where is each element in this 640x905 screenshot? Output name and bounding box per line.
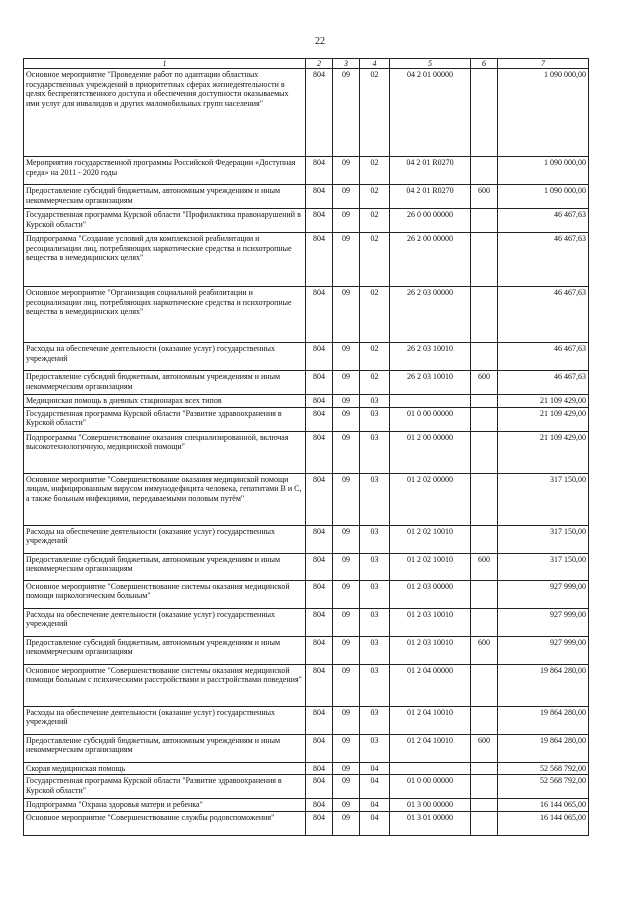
section-code-cell: 09 xyxy=(333,580,360,608)
ministry-code-cell: 804 xyxy=(306,185,333,209)
subsection-code-cell: 03 xyxy=(360,407,390,431)
row-name-cell: Подпрограмма "Создание условий для комплексной реабилитации и ресоциализации лиц, потребляющих наркотические средства и психотропные вещества в немедицинских целях" xyxy=(24,233,306,287)
row-name-cell: Расходы на обеспечение деятельности (оказание услуг) государственных учреждений xyxy=(24,343,306,371)
amount-cell: 927 999,00 xyxy=(498,608,589,636)
row-name-cell: Подпрограмма "Охрана здоровья матери и ребенка" xyxy=(24,799,306,812)
ministry-code-cell: 804 xyxy=(306,371,333,395)
table-row xyxy=(24,525,589,553)
row-name-cell: Предоставление субсидий бюджетным, автономным учреждениям и иным некоммерческим организациям xyxy=(24,185,306,209)
row-name-cell: Мероприятия государственной программы Российской Федерации «Доступная среда» на 2011 - 2020 годы xyxy=(24,157,306,185)
target-article-cell: 26 2 03 10010 xyxy=(390,371,471,395)
ministry-code-cell: 804 xyxy=(306,233,333,287)
row-name-cell: Предоставление субсидий бюджетным, автономным учреждениям и иным некоммерческим организациям xyxy=(24,636,306,664)
row-name-cell: Предоставление субсидий бюджетным, автономным учреждениям и иным некоммерческим организациям xyxy=(24,734,306,762)
section-code-cell: 09 xyxy=(333,287,360,343)
ministry-code-cell: 804 xyxy=(306,762,333,775)
ministry-code-cell: 804 xyxy=(306,775,333,799)
ministry-code-cell: 804 xyxy=(306,664,333,706)
target-article-cell: 26 0 00 00000 xyxy=(390,209,471,233)
column-header: 3 xyxy=(333,59,360,69)
amount-cell: 19 864 280,00 xyxy=(498,664,589,706)
table-row xyxy=(24,664,589,706)
subsection-code-cell: 03 xyxy=(360,636,390,664)
section-code-cell: 09 xyxy=(333,157,360,185)
expense-type-cell xyxy=(471,706,498,734)
amount-cell: 317 150,00 xyxy=(498,473,589,525)
expense-type-cell xyxy=(471,395,498,408)
row-name-cell: Основное мероприятие "Совершенствование службы родовспоможения" xyxy=(24,811,306,835)
row-name-cell: Основное мероприятие "Организация социальной реабилитации и ресоциализации лиц, потребляющих наркотические средства и психотропные вещества в немедицинских целях" xyxy=(24,287,306,343)
target-article-cell: 26 2 00 00000 xyxy=(390,233,471,287)
ministry-code-cell: 804 xyxy=(306,525,333,553)
section-code-cell: 09 xyxy=(333,431,360,473)
subsection-code-cell: 03 xyxy=(360,580,390,608)
target-article-cell: 01 0 00 00000 xyxy=(390,407,471,431)
section-code-cell: 09 xyxy=(333,664,360,706)
expense-type-cell xyxy=(471,407,498,431)
target-article-cell: 01 2 04 00000 xyxy=(390,664,471,706)
section-code-cell: 09 xyxy=(333,525,360,553)
target-article-cell: 01 2 03 10010 xyxy=(390,608,471,636)
row-name-cell: Государственная программа Курской области "Развитие здравоохранения в Курской области" xyxy=(24,407,306,431)
ministry-code-cell: 804 xyxy=(306,580,333,608)
amount-cell: 317 150,00 xyxy=(498,525,589,553)
section-code-cell: 09 xyxy=(333,811,360,835)
section-code-cell: 09 xyxy=(333,343,360,371)
column-header: 7 xyxy=(498,59,589,69)
ministry-code-cell: 804 xyxy=(306,287,333,343)
row-name-cell: Расходы на обеспечение деятельности (оказание услуг) государственных учреждений xyxy=(24,525,306,553)
expense-type-cell: 600 xyxy=(471,636,498,664)
table-row xyxy=(24,580,589,608)
section-code-cell: 09 xyxy=(333,775,360,799)
table-row xyxy=(24,553,589,580)
target-article-cell xyxy=(390,762,471,775)
ministry-code-cell: 804 xyxy=(306,799,333,812)
ministry-code-cell: 804 xyxy=(306,69,333,157)
table-row xyxy=(24,473,589,525)
ministry-code-cell: 804 xyxy=(306,431,333,473)
target-article-cell: 01 2 00 00000 xyxy=(390,431,471,473)
row-name-cell: Основное мероприятие "Совершенствование системы оказания медицинской помощи больным с психическими расстройствами и расстройствами поведения" xyxy=(24,664,306,706)
expense-type-cell xyxy=(471,799,498,812)
amount-cell: 1 090 000,00 xyxy=(498,157,589,185)
expense-type-cell xyxy=(471,343,498,371)
subsection-code-cell: 03 xyxy=(360,395,390,408)
section-code-cell: 09 xyxy=(333,473,360,525)
amount-cell: 16 144 065,00 xyxy=(498,799,589,812)
ministry-code-cell: 804 xyxy=(306,157,333,185)
section-code-cell: 09 xyxy=(333,762,360,775)
subsection-code-cell: 03 xyxy=(360,734,390,762)
target-article-cell: 01 2 03 00000 xyxy=(390,580,471,608)
target-article-cell xyxy=(390,395,471,408)
row-name-cell: Медицинская помощь в дневных стационарах всех типов xyxy=(24,395,306,408)
target-article-cell: 01 2 03 10010 xyxy=(390,636,471,664)
table-row xyxy=(24,407,589,431)
ministry-code-cell: 804 xyxy=(306,395,333,408)
column-header: 6 xyxy=(471,59,498,69)
table-row xyxy=(24,811,589,835)
column-header: 2 xyxy=(306,59,333,69)
row-name-cell: Расходы на обеспечение деятельности (оказание услуг) государственных учреждений xyxy=(24,608,306,636)
subsection-code-cell: 03 xyxy=(360,525,390,553)
table-row xyxy=(24,799,589,812)
target-article-cell: 01 0 00 00000 xyxy=(390,775,471,799)
row-name-cell: Предоставление субсидий бюджетным, автономным учреждениям и иным некоммерческим организациям xyxy=(24,553,306,580)
table-row xyxy=(24,636,589,664)
subsection-code-cell: 02 xyxy=(360,371,390,395)
amount-cell: 927 999,00 xyxy=(498,580,589,608)
table-row xyxy=(24,734,589,762)
expense-type-cell: 600 xyxy=(471,734,498,762)
amount-cell: 16 144 065,00 xyxy=(498,811,589,835)
amount-cell: 1 090 000,00 xyxy=(498,185,589,209)
budget-table xyxy=(23,58,589,836)
amount-cell: 52 568 792,00 xyxy=(498,775,589,799)
table-row xyxy=(24,69,589,157)
expense-type-cell xyxy=(471,233,498,287)
subsection-code-cell: 03 xyxy=(360,431,390,473)
amount-cell: 19 864 280,00 xyxy=(498,734,589,762)
row-name-cell: Предоставление субсидий бюджетным, автономным учреждениям и иным некоммерческим организациям xyxy=(24,371,306,395)
expense-type-cell: 600 xyxy=(471,553,498,580)
expense-type-cell xyxy=(471,473,498,525)
amount-cell: 19 864 280,00 xyxy=(498,706,589,734)
column-header: 5 xyxy=(390,59,471,69)
ministry-code-cell: 804 xyxy=(306,407,333,431)
section-code-cell: 09 xyxy=(333,706,360,734)
section-code-cell: 09 xyxy=(333,734,360,762)
ministry-code-cell: 804 xyxy=(306,636,333,664)
ministry-code-cell: 804 xyxy=(306,209,333,233)
target-article-cell: 01 3 00 00000 xyxy=(390,799,471,812)
row-name-cell: Государственная программа Курской области "Развитие здравоохранения в Курской области" xyxy=(24,775,306,799)
header-row xyxy=(24,59,589,69)
ministry-code-cell: 804 xyxy=(306,734,333,762)
table-row xyxy=(24,287,589,343)
table-row xyxy=(24,371,589,395)
section-code-cell: 09 xyxy=(333,371,360,395)
expense-type-cell xyxy=(471,69,498,157)
subsection-code-cell: 02 xyxy=(360,233,390,287)
target-article-cell: 26 2 03 10010 xyxy=(390,343,471,371)
table-row xyxy=(24,157,589,185)
row-name-cell: Основное мероприятие "Проведение работ по адаптации областных государственных учреждений в приоритетных сферах жизнедеятельности в целях беспрепятственного доступа и обеспечения доступности оказываемых ими услуг для инвалидов и других маломобильных групп населения" xyxy=(24,69,306,157)
target-article-cell: 04 2 01 R0270 xyxy=(390,157,471,185)
section-code-cell: 09 xyxy=(333,799,360,812)
section-code-cell: 09 xyxy=(333,407,360,431)
table-row xyxy=(24,706,589,734)
subsection-code-cell: 02 xyxy=(360,343,390,371)
table-row xyxy=(24,608,589,636)
expense-type-cell: 600 xyxy=(471,371,498,395)
ministry-code-cell: 804 xyxy=(306,706,333,734)
subsection-code-cell: 03 xyxy=(360,706,390,734)
target-article-cell: 01 3 01 00000 xyxy=(390,811,471,835)
row-name-cell: Подпрограмма "Совершенствование оказания специализированной, включая высокотехнологичную, медицинской помощи" xyxy=(24,431,306,473)
section-code-cell: 09 xyxy=(333,209,360,233)
ministry-code-cell: 804 xyxy=(306,343,333,371)
table-row xyxy=(24,343,589,371)
subsection-code-cell: 03 xyxy=(360,473,390,525)
amount-cell: 52 568 792,00 xyxy=(498,762,589,775)
expense-type-cell xyxy=(471,775,498,799)
ministry-code-cell: 804 xyxy=(306,608,333,636)
amount-cell: 46 467,63 xyxy=(498,209,589,233)
ministry-code-cell: 804 xyxy=(306,811,333,835)
row-name-cell: Основное мероприятие "Совершенствование системы оказания медицинской помощи наркологическим больным" xyxy=(24,580,306,608)
expense-type-cell xyxy=(471,157,498,185)
target-article-cell: 01 2 04 10010 xyxy=(390,706,471,734)
target-article-cell: 26 2 03 00000 xyxy=(390,287,471,343)
expense-type-cell xyxy=(471,608,498,636)
section-code-cell: 09 xyxy=(333,185,360,209)
column-header: 1 xyxy=(24,59,306,69)
table-row xyxy=(24,775,589,799)
expense-type-cell: 600 xyxy=(471,185,498,209)
subsection-code-cell: 04 xyxy=(360,811,390,835)
amount-cell: 46 467,63 xyxy=(498,343,589,371)
column-header: 4 xyxy=(360,59,390,69)
subsection-code-cell: 02 xyxy=(360,69,390,157)
page-number: 22 xyxy=(315,36,325,47)
row-name-cell: Государственная программа Курской области "Профилактика правонарушений в Курской области" xyxy=(24,209,306,233)
section-code-cell: 09 xyxy=(333,553,360,580)
section-code-cell: 09 xyxy=(333,608,360,636)
target-article-cell: 01 2 02 10010 xyxy=(390,553,471,580)
ministry-code-cell: 804 xyxy=(306,553,333,580)
expense-type-cell xyxy=(471,580,498,608)
expense-type-cell xyxy=(471,664,498,706)
target-article-cell: 04 2 01 00000 xyxy=(390,69,471,157)
amount-cell: 46 467,63 xyxy=(498,233,589,287)
subsection-code-cell: 03 xyxy=(360,608,390,636)
section-code-cell: 09 xyxy=(333,395,360,408)
target-article-cell: 01 2 04 10010 xyxy=(390,734,471,762)
section-code-cell: 09 xyxy=(333,233,360,287)
expense-type-cell xyxy=(471,811,498,835)
section-code-cell: 09 xyxy=(333,69,360,157)
subsection-code-cell: 02 xyxy=(360,157,390,185)
row-name-cell: Основное мероприятие "Совершенствование оказания медицинской помощи лицам, инфицированным вирусом иммунодефицита человека, гепатитами B и C, а также больным инфекциями, передаваемыми половым путём" xyxy=(24,473,306,525)
expense-type-cell xyxy=(471,762,498,775)
amount-cell: 1 090 000,00 xyxy=(498,69,589,157)
amount-cell: 21 109 429,00 xyxy=(498,395,589,408)
subsection-code-cell: 03 xyxy=(360,664,390,706)
table-row xyxy=(24,233,589,287)
table-row xyxy=(24,395,589,408)
expense-type-cell xyxy=(471,431,498,473)
subsection-code-cell: 02 xyxy=(360,185,390,209)
subsection-code-cell: 04 xyxy=(360,762,390,775)
table-row xyxy=(24,209,589,233)
table-row xyxy=(24,185,589,209)
subsection-code-cell: 04 xyxy=(360,799,390,812)
row-name-cell: Скорая медицинская помощь xyxy=(24,762,306,775)
expense-type-cell xyxy=(471,209,498,233)
subsection-code-cell: 03 xyxy=(360,553,390,580)
amount-cell: 317 150,00 xyxy=(498,553,589,580)
amount-cell: 46 467,63 xyxy=(498,287,589,343)
table-row xyxy=(24,762,589,775)
table-row xyxy=(24,431,589,473)
target-article-cell: 04 2 01 R0270 xyxy=(390,185,471,209)
subsection-code-cell: 02 xyxy=(360,209,390,233)
amount-cell: 46 467,63 xyxy=(498,371,589,395)
row-name-cell: Расходы на обеспечение деятельности (оказание услуг) государственных учреждений xyxy=(24,706,306,734)
subsection-code-cell: 04 xyxy=(360,775,390,799)
expense-type-cell xyxy=(471,525,498,553)
target-article-cell: 01 2 02 00000 xyxy=(390,473,471,525)
target-article-cell: 01 2 02 10010 xyxy=(390,525,471,553)
amount-cell: 21 109 429,00 xyxy=(498,407,589,431)
section-code-cell: 09 xyxy=(333,636,360,664)
amount-cell: 927 999,00 xyxy=(498,636,589,664)
expense-type-cell xyxy=(471,287,498,343)
subsection-code-cell: 02 xyxy=(360,287,390,343)
amount-cell: 21 109 429,00 xyxy=(498,431,589,473)
ministry-code-cell: 804 xyxy=(306,473,333,525)
